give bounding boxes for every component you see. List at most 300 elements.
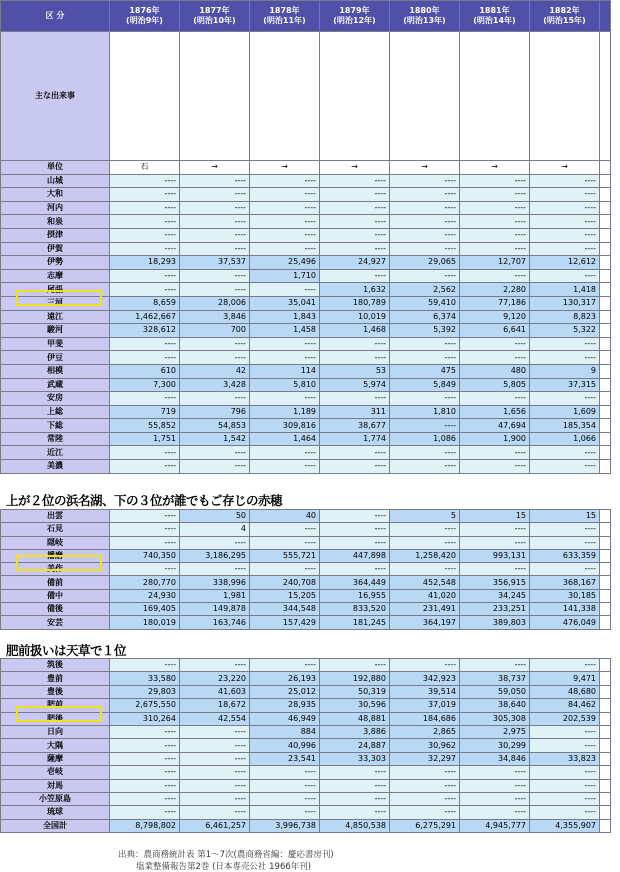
value-cell: ---- [460, 792, 530, 805]
value-cell: ---- [180, 792, 250, 805]
value-cell: 38,737 [460, 672, 530, 685]
row-spacer [600, 685, 611, 698]
value-cell: ---- [460, 242, 530, 256]
value-cell: ---- [530, 269, 600, 283]
value-cell: ---- [250, 351, 320, 365]
province-label: 単位 [1, 161, 110, 175]
value-cell: ---- [460, 269, 530, 283]
table-row [1, 419, 611, 433]
value-cell: ---- [180, 269, 250, 283]
year-label: 1880年 [409, 6, 440, 15]
value-cell: 740,350 [110, 549, 180, 562]
province-label: 対馬 [1, 779, 110, 792]
table-row [1, 446, 611, 460]
value-cell: ---- [320, 242, 390, 256]
value-cell: 1,189 [250, 405, 320, 419]
row-spacer [600, 563, 611, 576]
table-row [1, 603, 611, 616]
event-cell [390, 32, 460, 161]
row-spacer [600, 739, 611, 752]
value-cell: ---- [460, 766, 530, 779]
value-cell: ---- [460, 228, 530, 242]
province-label: 備後 [1, 603, 110, 616]
value-cell: 23,541 [250, 752, 320, 765]
header-spacer [600, 1, 611, 32]
province-label: 豊後 [1, 685, 110, 698]
value-cell: 29,065 [390, 256, 460, 270]
value-cell: ---- [390, 188, 460, 202]
value-cell: ---- [250, 392, 320, 406]
row-spacer [600, 432, 611, 446]
value-cell: 344,548 [250, 603, 320, 616]
row-spacer [600, 712, 611, 725]
table-row [1, 392, 611, 406]
value-cell: 10,019 [320, 310, 390, 324]
value-cell: ---- [320, 460, 390, 474]
value-cell: 328,612 [110, 324, 180, 338]
value-cell: ---- [110, 269, 180, 283]
province-label: 和泉 [1, 215, 110, 229]
value-cell: 1,258,420 [390, 549, 460, 562]
province-label: 大隅 [1, 739, 110, 752]
value-cell: ---- [250, 766, 320, 779]
table-row [1, 324, 611, 338]
value-cell: ---- [530, 460, 600, 474]
row-spacer [600, 523, 611, 536]
value-cell: 34,846 [460, 752, 530, 765]
value-cell: ---- [110, 215, 180, 229]
value-cell: ---- [180, 228, 250, 242]
value-cell: ---- [320, 536, 390, 549]
value-cell: 23,220 [180, 672, 250, 685]
value-cell: ---- [250, 523, 320, 536]
value-cell: 3,996,738 [250, 819, 320, 832]
row-spacer [600, 659, 611, 672]
value-cell: ---- [110, 536, 180, 549]
row-spacer [600, 337, 611, 351]
province-label: 駿河 [1, 324, 110, 338]
value-cell: ---- [180, 536, 250, 549]
row-spacer [600, 446, 611, 460]
value-cell: ---- [110, 392, 180, 406]
value-cell: 6,641 [460, 324, 530, 338]
table-row [1, 779, 611, 792]
value-cell: 202,539 [530, 712, 600, 725]
row-spacer [600, 283, 611, 297]
value-cell: ---- [180, 283, 250, 297]
table-row [1, 161, 611, 175]
value-cell: 1,656 [460, 405, 530, 419]
row-spacer [600, 576, 611, 589]
row-spacer [600, 405, 611, 419]
value-cell: 8,798,802 [110, 819, 180, 832]
value-cell: 185,354 [530, 419, 600, 433]
value-cell: ---- [180, 215, 250, 229]
province-label: 播磨 [1, 549, 110, 562]
value-cell: ---- [250, 201, 320, 215]
salt-production-table-kyushu [0, 658, 611, 833]
year-label: 1877年 [199, 6, 230, 15]
province-label: 肥前 [1, 699, 110, 712]
value-cell: 24,887 [320, 739, 390, 752]
value-cell: 192,880 [320, 672, 390, 685]
value-cell: ---- [390, 460, 460, 474]
value-cell: ---- [460, 351, 530, 365]
value-cell: 6,275,291 [390, 819, 460, 832]
province-label: 志摩 [1, 269, 110, 283]
value-cell: ---- [390, 242, 460, 256]
owari-highlight-box [16, 290, 102, 306]
value-cell: 59,050 [460, 685, 530, 698]
value-cell: ---- [390, 523, 460, 536]
caption-hamana-ako: 上が２位の浜名湖、下の３位が誰でもご存じの赤穂 [6, 493, 283, 508]
table-row [1, 659, 611, 672]
value-cell: 447,898 [320, 549, 390, 562]
value-cell: 114 [250, 364, 320, 378]
value-cell: 40 [250, 510, 320, 523]
value-cell: → [320, 161, 390, 175]
value-cell: ---- [530, 392, 600, 406]
value-cell: ---- [180, 392, 250, 406]
value-cell: ---- [390, 446, 460, 460]
province-label: 安芸 [1, 616, 110, 629]
table-row [1, 188, 611, 202]
row-spacer [600, 806, 611, 819]
table-row [1, 256, 611, 270]
year-header-0 [110, 1, 180, 32]
value-cell: ---- [390, 215, 460, 229]
value-cell: 3,846 [180, 310, 250, 324]
value-cell: ---- [110, 792, 180, 805]
province-label: 常陸 [1, 432, 110, 446]
value-cell: 40,996 [250, 739, 320, 752]
row-spacer [600, 378, 611, 392]
value-cell: 33,580 [110, 672, 180, 685]
year-header-4 [390, 1, 460, 32]
value-cell: 181,245 [320, 616, 390, 629]
value-cell: 30,962 [390, 739, 460, 752]
row-spacer [600, 549, 611, 562]
value-cell: 2,865 [390, 725, 460, 738]
value-cell: 35,041 [250, 296, 320, 310]
value-cell: 5,849 [390, 378, 460, 392]
value-cell: ---- [390, 779, 460, 792]
value-cell: ---- [460, 215, 530, 229]
value-cell: ---- [320, 510, 390, 523]
table-row [1, 228, 611, 242]
value-cell: ---- [180, 766, 250, 779]
value-cell: ---- [110, 351, 180, 365]
value-cell: → [530, 161, 600, 175]
value-cell: 41,020 [390, 589, 460, 602]
value-cell: ---- [530, 337, 600, 351]
value-cell: ---- [250, 659, 320, 672]
table-row [1, 215, 611, 229]
year-label: 1878年 [269, 6, 300, 15]
value-cell: 1,774 [320, 432, 390, 446]
value-cell: ---- [460, 779, 530, 792]
value-cell: 4 [180, 523, 250, 536]
value-cell: ---- [530, 174, 600, 188]
value-cell: ---- [250, 337, 320, 351]
value-cell: ---- [180, 337, 250, 351]
province-label: 摂津 [1, 228, 110, 242]
value-cell: 4,850,538 [320, 819, 390, 832]
value-cell: 1,468 [320, 324, 390, 338]
value-cell: 24,927 [320, 256, 390, 270]
table-row [1, 589, 611, 602]
value-cell: ---- [530, 806, 600, 819]
year-header-6 [530, 1, 600, 32]
value-cell: ---- [180, 446, 250, 460]
value-cell: ---- [530, 739, 600, 752]
table-row [1, 432, 611, 446]
year-header-1 [180, 1, 250, 32]
value-cell: 30,185 [530, 589, 600, 602]
province-label: 伊豆 [1, 351, 110, 365]
value-cell: 16,955 [320, 589, 390, 602]
era-label: (明治10年) [193, 16, 236, 25]
row-spacer [600, 536, 611, 549]
province-label: 備中 [1, 589, 110, 602]
value-cell: 46,949 [250, 712, 320, 725]
value-cell: 12,612 [530, 256, 600, 270]
value-cell: 5,392 [390, 324, 460, 338]
value-cell: → [250, 161, 320, 175]
province-label: 下総 [1, 419, 110, 433]
value-cell: 149,878 [180, 603, 250, 616]
value-cell: 338,996 [180, 576, 250, 589]
value-cell: 48,680 [530, 685, 600, 698]
value-cell: 2,675,550 [110, 699, 180, 712]
year-header-3 [320, 1, 390, 32]
row-spacer [600, 672, 611, 685]
value-cell: 30,299 [460, 739, 530, 752]
value-cell: ---- [530, 563, 600, 576]
value-cell: 4,945,777 [460, 819, 530, 832]
value-cell: ---- [390, 792, 460, 805]
value-cell: 37,019 [390, 699, 460, 712]
value-cell: ---- [320, 351, 390, 365]
value-cell: 240,708 [250, 576, 320, 589]
row-spacer [600, 161, 611, 175]
harima-highlight-box [16, 555, 102, 571]
value-cell: 石 [110, 161, 180, 175]
value-cell: ---- [180, 725, 250, 738]
events-label: 主な出来事 [1, 32, 110, 161]
era-label: (明治13年) [403, 16, 446, 25]
year-label: 1876年 [129, 6, 160, 15]
value-cell: ---- [320, 806, 390, 819]
value-cell: → [180, 161, 250, 175]
value-cell: ---- [180, 460, 250, 474]
value-cell: 5 [390, 510, 460, 523]
table-row [1, 616, 611, 629]
value-cell: 157,429 [250, 616, 320, 629]
row-spacer [600, 792, 611, 805]
row-spacer [600, 752, 611, 765]
value-cell: ---- [180, 201, 250, 215]
value-cell: ---- [320, 523, 390, 536]
value-cell: 342,923 [390, 672, 460, 685]
year-label: 1881年 [479, 6, 510, 15]
value-cell: ---- [110, 460, 180, 474]
value-cell: ---- [250, 242, 320, 256]
value-cell: 37,537 [180, 256, 250, 270]
value-cell: ---- [460, 174, 530, 188]
value-cell: ---- [460, 188, 530, 202]
value-cell: ---- [110, 766, 180, 779]
value-cell: ---- [250, 536, 320, 549]
value-cell: 3,186,295 [180, 549, 250, 562]
value-cell: ---- [320, 792, 390, 805]
value-cell: 364,197 [390, 616, 460, 629]
value-cell: 610 [110, 364, 180, 378]
value-cell: ---- [320, 337, 390, 351]
value-cell: 368,167 [530, 576, 600, 589]
era-label: (明治12年) [333, 16, 376, 25]
province-label: 近江 [1, 446, 110, 460]
value-cell: ---- [250, 563, 320, 576]
event-cell [110, 32, 180, 161]
row-spacer [600, 228, 611, 242]
event-cell [530, 32, 600, 161]
value-cell: 34,245 [460, 589, 530, 602]
value-cell: ---- [460, 806, 530, 819]
value-cell: ---- [530, 446, 600, 460]
table-row [1, 766, 611, 779]
value-cell: ---- [110, 739, 180, 752]
value-cell: 884 [250, 725, 320, 738]
value-cell: ---- [530, 659, 600, 672]
value-cell: 1,418 [530, 283, 600, 297]
value-cell: ---- [110, 228, 180, 242]
value-cell: 233,251 [460, 603, 530, 616]
value-cell: 15,205 [250, 589, 320, 602]
value-cell: 1,458 [250, 324, 320, 338]
value-cell: 1,066 [530, 432, 600, 446]
table-row [1, 792, 611, 805]
row-spacer [600, 819, 611, 832]
value-cell: 1,810 [390, 405, 460, 419]
row-spacer [600, 779, 611, 792]
value-cell: 2,562 [390, 283, 460, 297]
value-cell: ---- [110, 337, 180, 351]
value-cell: 356,915 [460, 576, 530, 589]
value-cell: 47,694 [460, 419, 530, 433]
value-cell: 5,805 [460, 378, 530, 392]
value-cell: ---- [110, 283, 180, 297]
value-cell: 42 [180, 364, 250, 378]
value-cell: ---- [110, 446, 180, 460]
table-row [1, 378, 611, 392]
year-header-2 [250, 1, 320, 32]
year-label: 1879年 [339, 6, 370, 15]
row-spacer [600, 174, 611, 188]
value-cell: 38,677 [320, 419, 390, 433]
value-cell: ---- [460, 201, 530, 215]
province-label: 豊前 [1, 672, 110, 685]
value-cell: 1,086 [390, 432, 460, 446]
value-cell: ---- [180, 188, 250, 202]
value-cell: ---- [530, 188, 600, 202]
value-cell: → [390, 161, 460, 175]
value-cell: 633,359 [530, 549, 600, 562]
value-cell: 555,721 [250, 549, 320, 562]
value-cell: ---- [390, 269, 460, 283]
value-cell: 9,120 [460, 310, 530, 324]
value-cell: ---- [530, 242, 600, 256]
value-cell: ---- [110, 510, 180, 523]
value-cell: ---- [250, 446, 320, 460]
province-label: 備前 [1, 576, 110, 589]
value-cell: 38,640 [460, 699, 530, 712]
value-cell: 33,303 [320, 752, 390, 765]
province-label: 三河 [1, 296, 110, 310]
value-cell: ---- [530, 766, 600, 779]
row-spacer [600, 256, 611, 270]
value-cell: ---- [250, 806, 320, 819]
event-cell [320, 32, 390, 161]
value-cell: ---- [110, 806, 180, 819]
value-cell: 3,886 [320, 725, 390, 738]
value-cell: 50 [180, 510, 250, 523]
value-cell: 50,319 [320, 685, 390, 698]
events-row [1, 32, 611, 161]
value-cell: 32,297 [390, 752, 460, 765]
value-cell: 15 [460, 510, 530, 523]
table-row [1, 510, 611, 523]
province-label: 武蔵 [1, 378, 110, 392]
province-label: 安房 [1, 392, 110, 406]
value-cell: ---- [180, 806, 250, 819]
value-cell: ---- [110, 659, 180, 672]
row-spacer [600, 351, 611, 365]
value-cell: 9,471 [530, 672, 600, 685]
table-row [1, 819, 611, 832]
row-spacer [600, 188, 611, 202]
value-cell: ---- [110, 201, 180, 215]
province-label: 大和 [1, 188, 110, 202]
province-label: 薩摩 [1, 752, 110, 765]
value-cell: ---- [320, 563, 390, 576]
value-cell: 25,012 [250, 685, 320, 698]
value-cell: ---- [110, 725, 180, 738]
value-cell: 28,006 [180, 296, 250, 310]
value-cell: 18,293 [110, 256, 180, 270]
row-spacer [600, 392, 611, 406]
value-cell: 993,131 [460, 549, 530, 562]
value-cell: ---- [530, 725, 600, 738]
province-label: 琉球 [1, 806, 110, 819]
province-label: 上総 [1, 405, 110, 419]
value-cell: 15 [530, 510, 600, 523]
value-cell: 54,853 [180, 419, 250, 433]
value-cell: ---- [180, 174, 250, 188]
caption-amakusa: 肥前扱いは天草で１位 [6, 643, 127, 658]
value-cell: ---- [180, 351, 250, 365]
value-cell: 9 [530, 364, 600, 378]
value-cell: ---- [530, 779, 600, 792]
value-cell: → [460, 161, 530, 175]
table-row [1, 752, 611, 765]
value-cell: ---- [390, 228, 460, 242]
value-cell: ---- [180, 752, 250, 765]
value-cell: 796 [180, 405, 250, 419]
era-label: (明治15年) [543, 16, 586, 25]
value-cell: 37,315 [530, 378, 600, 392]
value-cell: 30,596 [320, 699, 390, 712]
